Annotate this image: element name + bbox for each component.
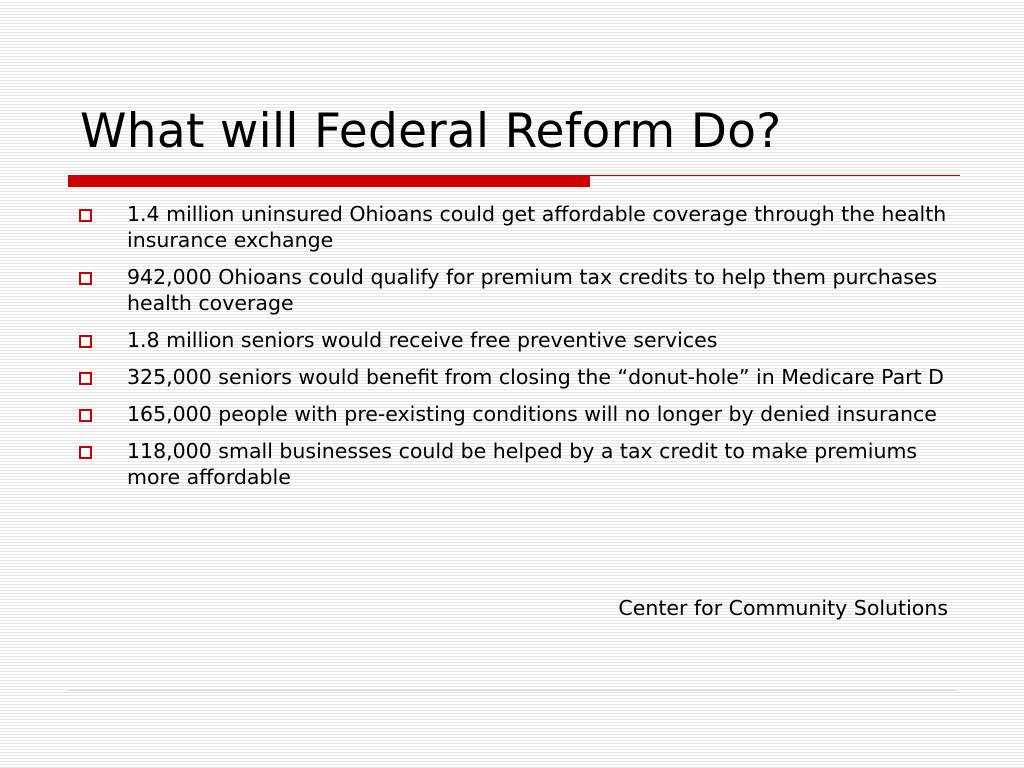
- slide-title: What will Federal Reform Do?: [80, 104, 782, 159]
- bullet-text: 118,000 small businesses could be helped by a tax credit to make premiums more affordable: [127, 439, 918, 489]
- bullet-text: 1.4 million uninsured Ohioans could get affordable coverage through the health insurance exchange: [127, 202, 947, 252]
- bullet-text: 942,000 Ohioans could qualify for premium tax credits to help them purchases health coverage: [127, 265, 938, 315]
- square-bullet-icon: [79, 446, 92, 459]
- source-credit: Center for Community Solutions: [618, 596, 948, 620]
- title-underline-thin: [590, 175, 960, 176]
- bullet-text: 1.8 million seniors would receive free preventive services: [127, 328, 718, 352]
- footer-divider: [68, 690, 956, 691]
- bullet-list: [75, 201, 955, 501]
- square-bullet-icon: [79, 272, 92, 285]
- list-item: [75, 364, 955, 390]
- title-underline-accent: [68, 175, 590, 187]
- square-bullet-icon: [79, 372, 92, 385]
- list-item: [75, 438, 955, 490]
- square-bullet-icon: [79, 209, 92, 222]
- list-item: [75, 264, 955, 316]
- list-item: [75, 401, 955, 427]
- list-item: [75, 201, 955, 253]
- bullet-text: 165,000 people with pre-existing conditions will no longer by denied insurance: [127, 402, 937, 426]
- square-bullet-icon: [79, 335, 92, 348]
- bullet-text: 325,000 seniors would benefit from closing the “donut-hole” in Medicare Part D: [127, 365, 944, 389]
- square-bullet-icon: [79, 409, 92, 422]
- list-item: [75, 327, 955, 353]
